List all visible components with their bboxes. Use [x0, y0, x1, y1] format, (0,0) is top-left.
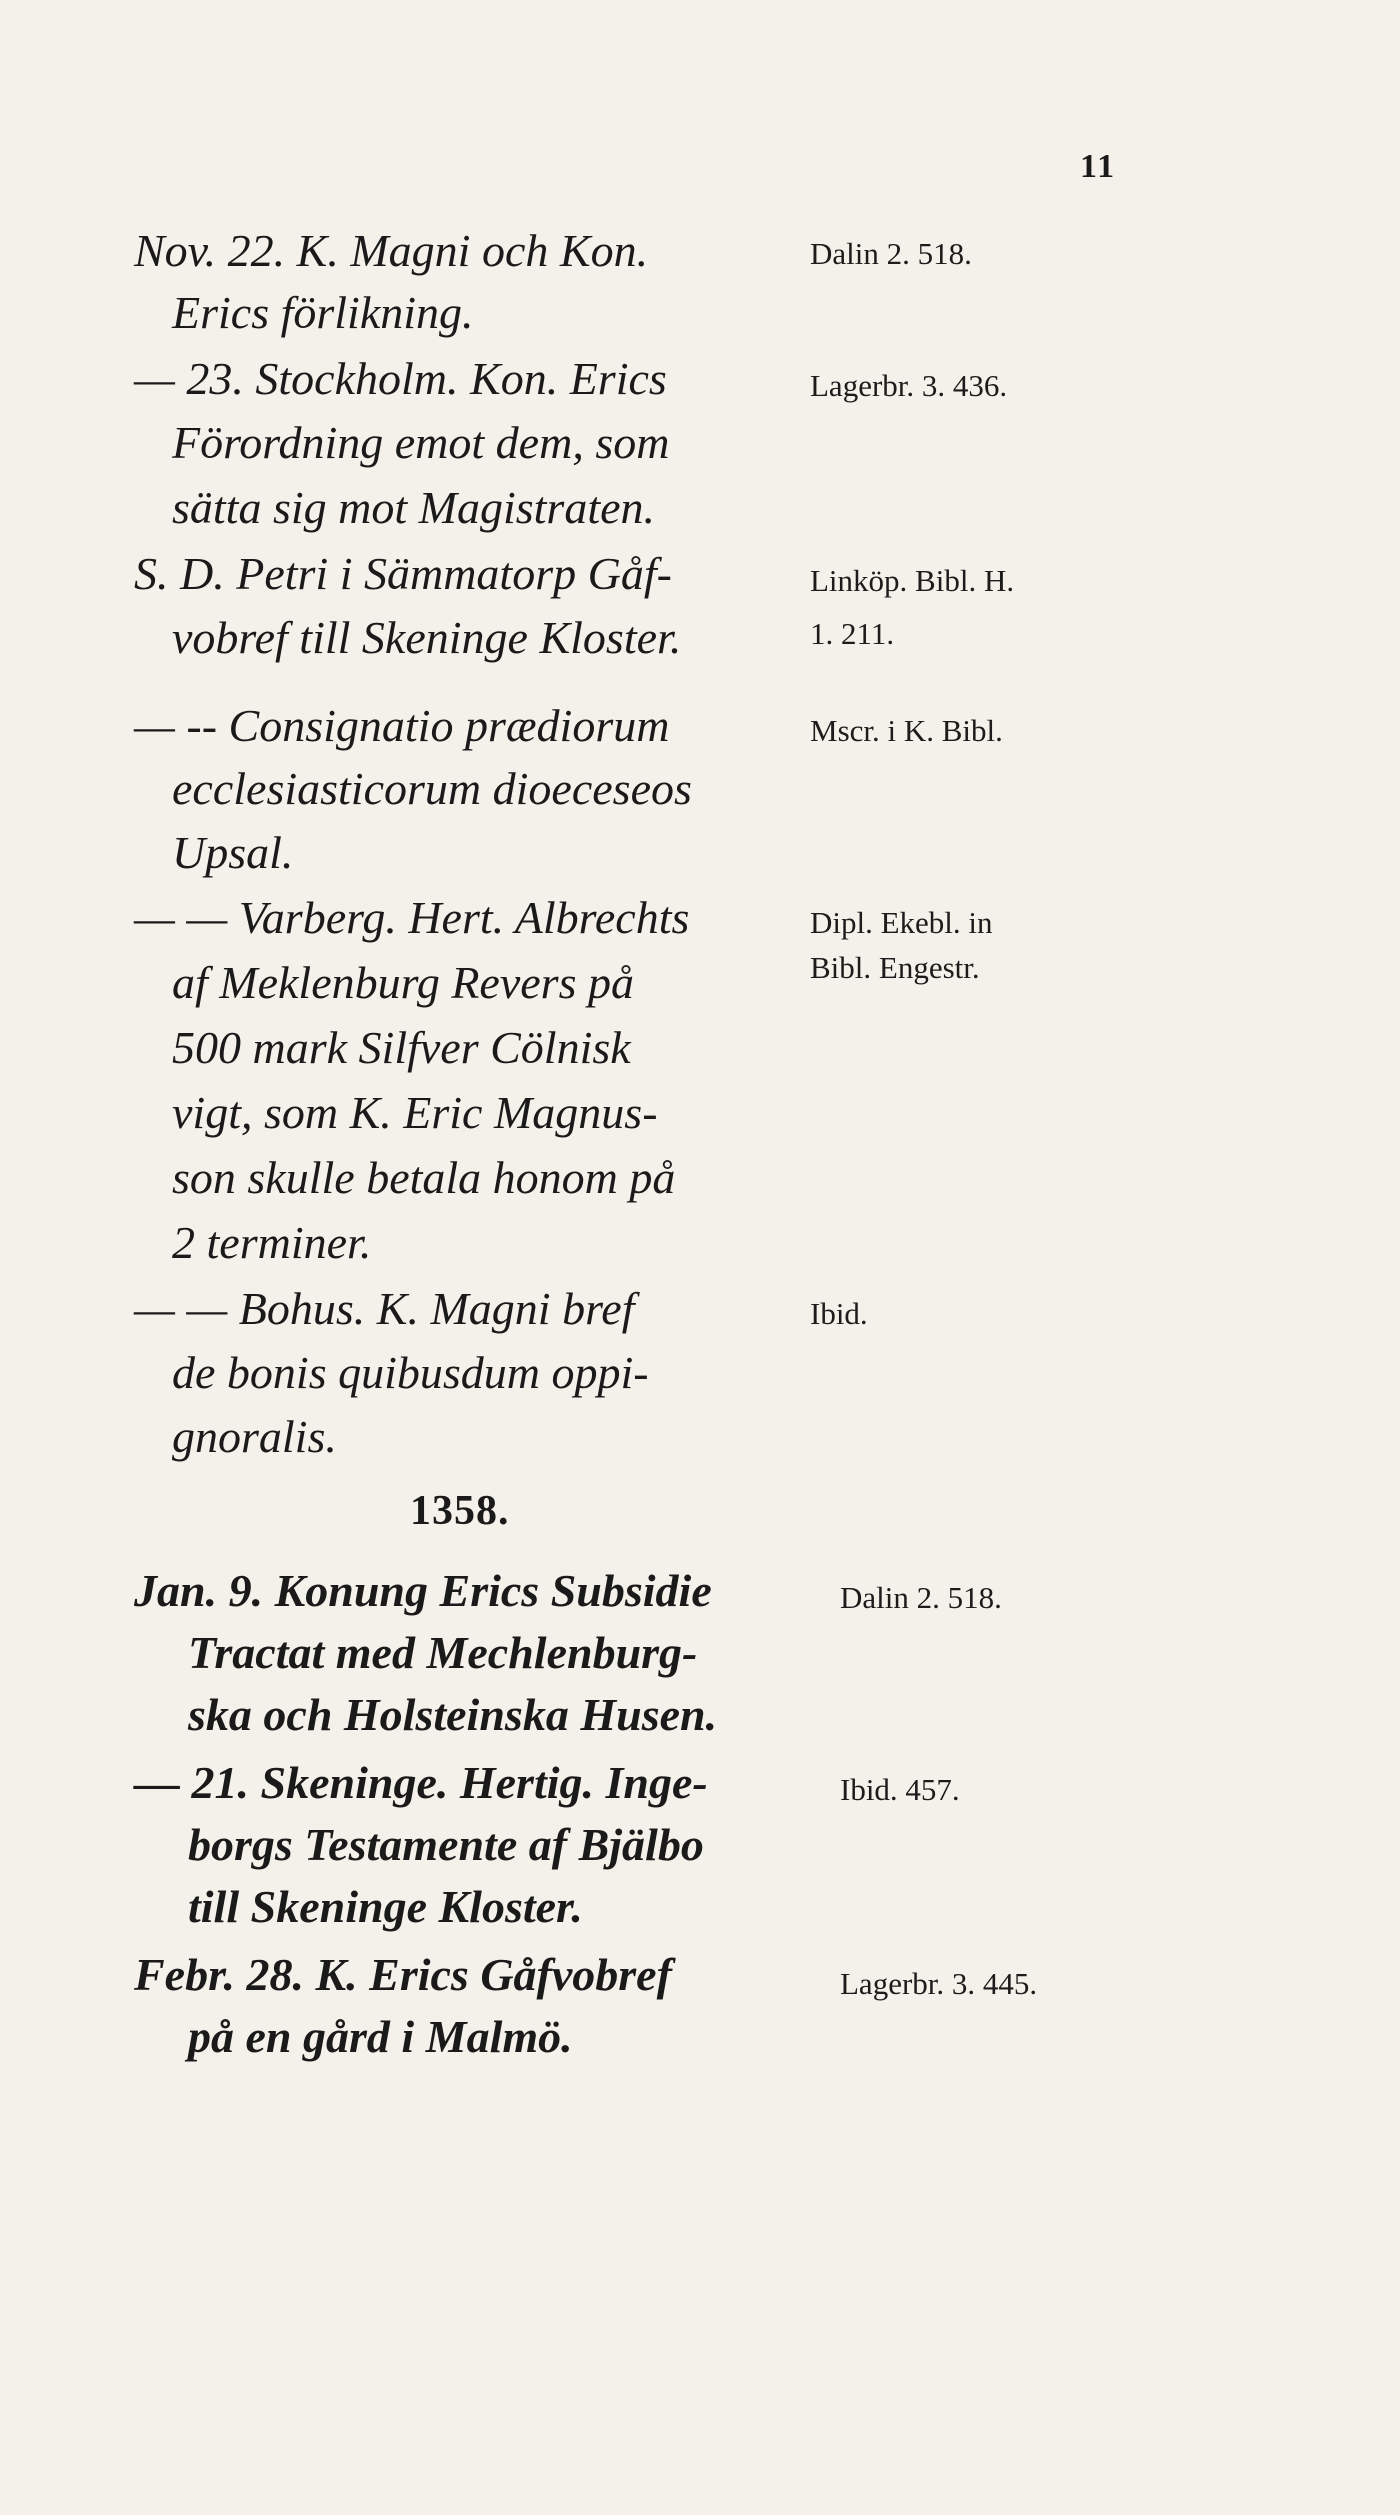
- entry-reference: Dipl. Ekebl. in: [810, 905, 993, 940]
- entry-reference: Ibid. 457.: [840, 1772, 960, 1807]
- year-heading: 1358.: [410, 1488, 510, 1534]
- entry-line: Förordning emot dem, som: [172, 417, 670, 468]
- entry-reference: 1. 211.: [810, 616, 895, 651]
- page-number: 11: [1080, 148, 1117, 185]
- entry-line: — — Bohus. K. Magni bref: [134, 1283, 635, 1334]
- entry-line: till Skeninge Kloster.: [188, 1881, 583, 1932]
- entry-reference: Bibl. Engestr.: [810, 950, 980, 985]
- entry-reference: Dalin 2. 518.: [840, 1580, 1002, 1615]
- entry-line: — 23. Stockholm. Kon. Erics: [134, 353, 667, 404]
- entry-line: Upsal.: [172, 827, 294, 878]
- entry-line: Erics förlikning.: [172, 287, 474, 338]
- entry-line: af Meklenburg Revers på: [172, 957, 634, 1008]
- entry-line: 2 terminer.: [172, 1217, 372, 1268]
- entry-line: gnoralis.: [172, 1411, 337, 1462]
- entry-reference: Lagerbr. 3. 436.: [810, 368, 1008, 403]
- entry-line: — — Varberg. Hert. Albrechts: [134, 892, 690, 943]
- entry-line: på en gård i Malmö.: [188, 2011, 573, 2062]
- entry-line: sätta sig mot Magistraten.: [172, 482, 656, 533]
- entry-line: Nov. 22. K. Magni och Kon.: [134, 225, 649, 276]
- entry-line: Febr. 28. K. Erics Gåfvobref: [134, 1949, 672, 2000]
- entry-line: borgs Testamente af Bjälbo: [188, 1819, 704, 1870]
- entry-reference: Ibid.: [810, 1296, 868, 1331]
- entry-line: — 21. Skeninge. Hertig. Inge-: [134, 1757, 708, 1808]
- entry-reference: Linköp. Bibl. H.: [810, 563, 1015, 598]
- entry-line: ska och Holsteinska Husen.: [188, 1689, 718, 1740]
- entry-line: vigt, som K. Eric Magnus-: [172, 1087, 658, 1138]
- entry-reference: Lagerbr. 3. 445.: [840, 1966, 1038, 2001]
- entry-line: Tractat med Mechlenburg-: [188, 1627, 698, 1678]
- entry-reference: Mscr. i K. Bibl.: [810, 713, 1003, 748]
- entry-line: son skulle betala honom på: [172, 1152, 676, 1203]
- entry-line: vobref till Skeninge Kloster.: [172, 612, 682, 663]
- entry-line: ecclesiasticorum dioeceseos: [172, 763, 692, 814]
- entry-line: 500 mark Silfver Cölnisk: [172, 1022, 631, 1073]
- entry-line: de bonis quibusdum oppi-: [172, 1347, 649, 1398]
- entry-reference: Dalin 2. 518.: [810, 236, 972, 271]
- entry-line: Jan. 9. Konung Erics Subsidie: [134, 1565, 712, 1616]
- entry-line: S. D. Petri i Sämmatorp Gåf-: [134, 548, 672, 599]
- entry-line: — -- Consignatio prædiorum: [134, 700, 670, 751]
